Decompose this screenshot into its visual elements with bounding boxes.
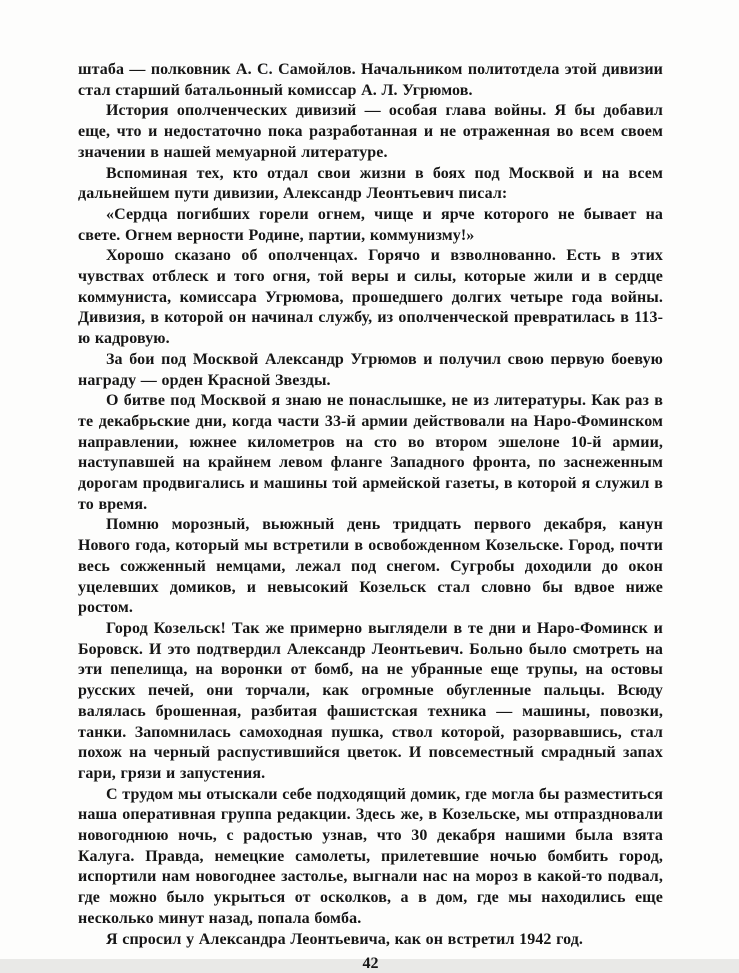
paragraph: История ополченческих дивизий — особая глава войны. Я бы добавил еще, что и недостаточно пока разработанная и не отраженная во всем своем значении в нашей мемуарной литературе. xyxy=(78,102,663,161)
page-number: 42 xyxy=(362,955,379,973)
page-text xyxy=(78,60,663,950)
paragraph: Помню морозный, вьюжный день тридцать первого декабря, канун Нового года, который мы встретили в освобожденном Козельске. Город, почти весь сожженный немцами, лежал под снегом. Сугробы доходили до окон уцелевших домиков, и невысокий Козельск стал словно бы вдвое ниже ростом. xyxy=(78,516,663,617)
paragraph: За бои под Москвой Александр Угрюмов и получил свою первую боевую награду — орден Красной Звезды. xyxy=(78,350,663,389)
paragraph: Я спросил у Александра Леонтьевича, как он встретил 1942 год. xyxy=(106,930,584,948)
paragraph: «Сердца погибших горели огнем, чище и ярче которого не бывает на свете. Огнем верности Родине, партии, коммунизму!» xyxy=(78,205,663,244)
paragraph: Хорошо сказано об ополченцах. Горячо и взволнованно. Есть в этих чувствах отблеск и того огня, той веры и силы, которые жили и в сердце коммуниста, комиссара Угрюмова, прошедшего долгих четыре года войны. Дивизия, в которой он начинал службу, из ополченческой превратилась в 113-ю кадровую. xyxy=(78,247,663,348)
paragraph: штаба — полковник А. С. Самойлов. Начальником политотдела этой дивизии стал старший батальонный комиссар А. Л. Угрюмов. xyxy=(78,61,663,99)
paragraph: Город Козельск! Так же примерно выглядели в те дни и Наро-Фоминск и Боровск. И это подтвердил Александр Леонтьевич. Больно было смотреть на эти пепелища, на воронки от бомб, на не убранные еще трупы, на остовы русских печей, они торчали, как огромные обугленные пальцы. Всюду валялась брошенная, разбитая фашистская техника — машины, повозки, танки. Запомнилась самоходная пушка, ствол которой, разорвавшись, стал похож на черный распустившийся цветок. И повсеместный смрадный запах гари, грязи и запустения. xyxy=(78,619,663,782)
paragraph: О битве под Москвой я знаю не понаслышке, не из литературы. Как раз в те декабрьские дни, когда части 33-й армии действовали на Наро-Фоминском направлении, южнее километров на сто во втором эшелоне 10-й армии, наступавшей на крайнем левом фланге Западного фронта, по заснеженным дорогам продвигались и машины той армейской газеты, в которой я служил в то время. xyxy=(78,392,663,513)
paragraph: Вспоминая тех, кто отдал свои жизни в боях под Москвой и на всем дальнейшем пути дивизии, Александр Леонтьевич писал: xyxy=(78,164,663,203)
paragraph: С трудом мы отыскали себе подходящий домик, где могла бы разместиться наша оперативная группа редакции. Здесь же, в Козельске, мы отпраздновали новогоднюю ночь, с радостью узнав, что 30 декабря нашими была взята Калуга. Правда, немецкие самолеты, прилетевшие ночью бомбить город, испортили нам новогоднее застолье, выгнали нас на мороз в какой-то подвал, где можно было укрыться от осколков, а в дом, где мы находились еще несколько минут назад, попала бомба. xyxy=(78,785,663,927)
